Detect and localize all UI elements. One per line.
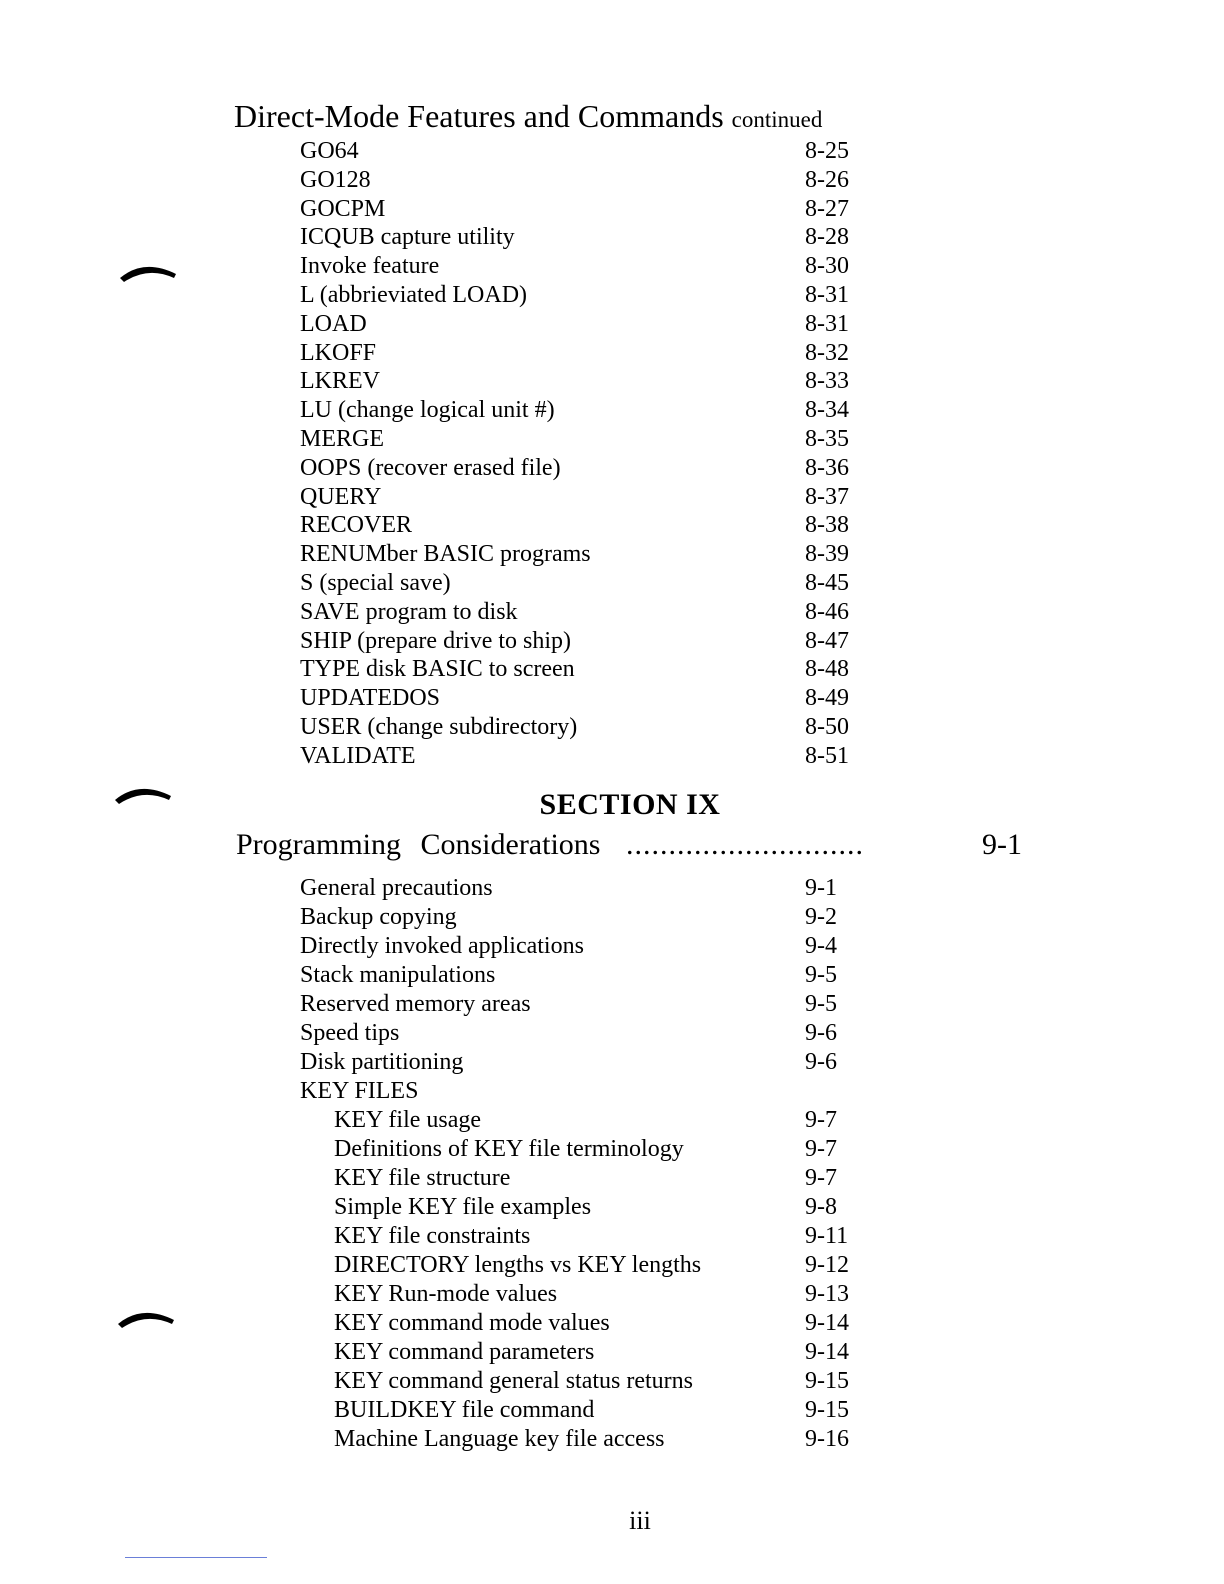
toc-entry-label: GO128 [300,166,371,193]
toc-entry-page: 9-16 [805,1426,849,1452]
toc-entry-label: RENUMber BASIC programs [300,541,591,568]
toc-entry [0,138,1224,166]
contents-heading [234,98,822,135]
margin-arc-icon [113,778,173,808]
toc-entry-page: 8-33 [805,368,849,395]
toc-entry-page: 9-5 [805,991,837,1017]
toc-entry [0,933,1224,961]
toc-entry [0,512,1224,540]
toc-entry-page: 8-49 [805,685,849,712]
toc-entry-page: 8-45 [805,570,849,596]
toc-entry [0,1020,1224,1048]
toc-entry [0,455,1224,483]
toc-entry-label: Simple KEY file examples [334,1194,592,1220]
toc-entry-page: 9-7 [805,1136,837,1162]
toc-entry-page: 8-27 [805,195,849,222]
toc-entry-label: General precautions [300,875,493,901]
toc-entry [0,1252,1224,1280]
toc-entry-label: SHIP (prepare drive to ship) [300,627,572,654]
toc-entry-label: KEY FILES [300,1078,419,1104]
toc-entry [0,1165,1224,1193]
toc-entry [0,714,1224,742]
toc-entry-page: 9-15 [805,1368,849,1394]
toc-entry-label: S (special save) [300,570,451,596]
toc-entry-label: KEY command parameters [334,1339,595,1365]
toc-entry-page: 9-5 [805,962,837,988]
toc-entry-page: 9-6 [805,1049,837,1075]
toc-entry [0,991,1224,1019]
toc-entry [0,541,1224,569]
toc-entry-label: Invoke feature [300,253,440,280]
toc-entry-page: 8-37 [805,483,849,510]
toc-entry-page: 8-28 [805,224,849,251]
toc-entry-page: 9-14 [805,1310,849,1336]
toc-entry-page: 9-6 [805,1020,837,1046]
toc-entry-page: 8-35 [805,426,849,452]
toc-entry [0,1397,1224,1425]
toc-entry [0,282,1224,310]
toc-entry [0,1281,1224,1309]
toc-entry-label: Reserved memory areas [300,991,531,1017]
toc-entry-label: Disk partitioning [300,1049,464,1075]
toc-entry-label: UPDATEDOS [300,685,441,712]
page-number: iii [629,1506,651,1535]
heading-continued: continued [731,107,823,132]
toc-entry [0,628,1224,656]
section-heading-page: 9-1 [982,828,1022,861]
toc-entry-page: 8-25 [805,138,849,164]
toc-entry-label: KEY file usage [334,1107,482,1133]
toc-entry-label: KEY Run-mode values [334,1281,558,1307]
toc-entry [0,962,1224,990]
toc-entry-label: USER (change subdirectory) [300,714,578,740]
toc-entry-label: L (abbrieviated LOAD) [300,282,528,308]
toc-entry-label: LKREV [300,368,380,395]
toc-entry-page: 8-31 [805,310,849,337]
toc-entry-page: 9-13 [805,1281,849,1307]
toc-entry [0,397,1224,425]
toc-entry-label: KEY command general status returns [334,1368,694,1394]
toc-entry [0,253,1224,281]
toc-entry-page: 8-31 [805,282,849,308]
toc-entry-label: Stack manipulations [300,962,496,988]
toc-entry [0,1049,1224,1077]
toc-entry-label: LKOFF [300,339,377,366]
toc-entry-page: 9-15 [805,1397,849,1423]
toc-entry [0,1194,1224,1222]
toc-entry-page: 8-47 [805,627,849,654]
toc-entry-page: 8-39 [805,541,849,568]
toc-entry-label: MERGE [300,426,384,452]
toc-entry [0,570,1224,598]
toc-entry [0,1078,1224,1106]
toc-entry [0,196,1224,224]
toc-entry-page: 9-11 [805,1223,849,1249]
toc-entry-page: 9-12 [805,1252,849,1278]
toc-entry-page: 9-4 [805,933,837,959]
margin-arc-icon [116,1302,176,1332]
toc-entry [0,904,1224,932]
toc-entry [0,484,1224,512]
footer-rule [125,1557,267,1558]
section-title: SECTION IX [539,788,721,821]
toc-entry-label: KEY file structure [334,1165,511,1191]
toc-entry-page: 8-26 [805,166,849,193]
section-heading-title: Programming Considerations [236,828,601,861]
toc-entry [0,311,1224,339]
toc-entry [0,1136,1224,1164]
toc-entry [0,743,1224,771]
toc-entry [0,1426,1224,1454]
toc-entry-label: RECOVER [300,512,413,539]
toc-entry-label: LOAD [300,310,367,337]
toc-entry [0,685,1224,713]
toc-entry-label: BUILDKEY file command [334,1397,595,1423]
margin-arc-icon [118,256,178,286]
dot-leader: ............................ [626,828,864,861]
toc-entry-page: 8-48 [805,656,849,683]
toc-entry-label: VALIDATE [300,742,416,769]
toc-entry [0,340,1224,368]
toc-entry [0,875,1224,903]
toc-entry-page: 9-2 [805,904,837,930]
toc-entry-page: 8-46 [805,598,849,625]
toc-entry-label: Machine Language key file access [334,1426,665,1452]
toc-entry-label: GOCPM [300,195,386,222]
toc-entry-label: TYPE disk BASIC to screen [300,656,575,683]
toc-entry [0,1339,1224,1367]
toc-entry [0,1223,1224,1251]
toc-entry [0,426,1224,454]
toc-entry-page: 8-30 [805,253,849,280]
toc-entry-page: 9-7 [805,1165,837,1191]
toc-entry-label: ICQUB capture utility [300,224,515,251]
toc-entry [0,1310,1224,1338]
toc-entry-label: Backup copying [300,904,457,930]
toc-entry [0,1368,1224,1396]
toc-entry-label: Speed tips [300,1020,400,1046]
toc-entry-label: LU (change logical unit #) [300,397,555,424]
toc-entry-page: 8-51 [805,742,849,769]
toc-entry-label: DIRECTORY lengths vs KEY lengths [334,1252,702,1278]
toc-entry [0,656,1224,684]
heading-title: Direct-Mode Features and Commands [234,98,724,134]
toc-entry-label: Definitions of KEY file terminology [334,1136,684,1162]
toc-entry-page: 9-7 [805,1107,837,1133]
toc-entry-page: 8-34 [805,397,849,424]
toc-entry-page: 8-36 [805,454,849,481]
toc-entry [0,599,1224,627]
toc-entry-label: Directly invoked applications [300,933,584,959]
toc-entry-page: 9-14 [805,1339,849,1365]
toc-entry-page: 8-50 [805,714,849,740]
toc-entry-label: OOPS (recover erased file) [300,454,561,481]
toc-entry-page: 9-8 [805,1194,837,1220]
toc-entry-page: 8-32 [805,339,849,366]
toc-entry-page: 9-1 [805,875,837,901]
toc-entry-label: KEY file constraints [334,1223,531,1249]
section-heading [236,828,1036,868]
toc-entry [0,1107,1224,1135]
toc-entry [0,224,1224,252]
toc-entry-label: SAVE program to disk [300,598,518,625]
toc-entry-label: QUERY [300,483,382,510]
toc-entry [0,167,1224,195]
toc-entry-page: 8-38 [805,512,849,539]
toc-entry-label: KEY command mode values [334,1310,610,1336]
toc-entry [0,368,1224,396]
toc-entry-label: GO64 [300,138,359,164]
